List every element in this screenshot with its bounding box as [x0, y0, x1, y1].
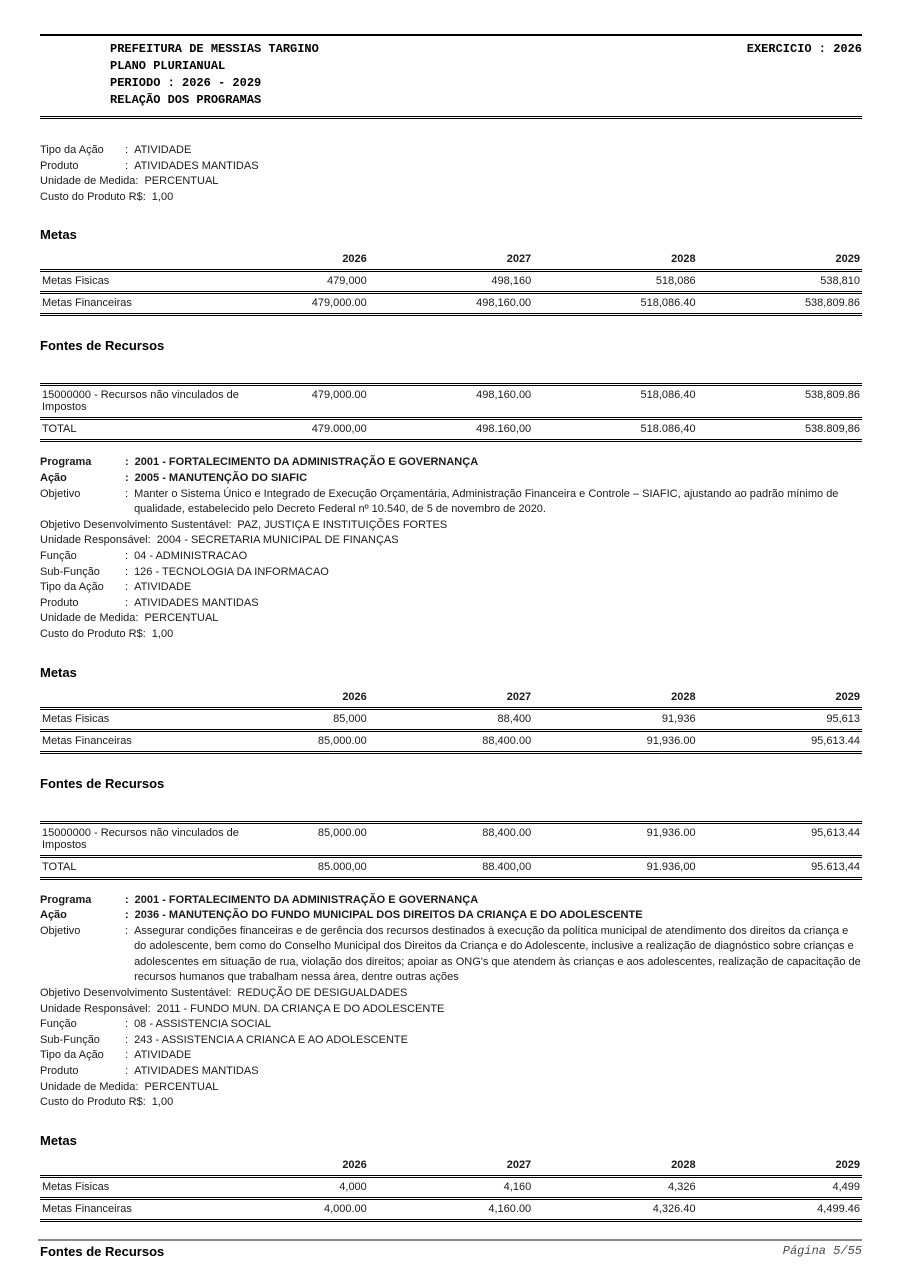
field-separator: : [147, 1002, 151, 1015]
field-label: Produto [40, 596, 79, 609]
field-line-unidade-responsavel [40, 533, 862, 549]
field-value: 2001 - FORTALECIMENTO DA ADMINISTRAÇÃO E GOVERNANÇA [134, 893, 479, 906]
cell-value: 95,613 [698, 708, 862, 730]
cell-value: 4,000.00 [254, 1198, 369, 1220]
field-line-custo-produto [40, 627, 862, 643]
field-value: 2004 - SECRETARIA MUNICIPAL DE FINANÇAS [156, 534, 399, 547]
field-separator: : [125, 924, 129, 937]
field-separator: : [135, 1080, 139, 1093]
field-value: 243 - ASSISTENCIA A CRIANCA E AO ADOLESCENTE [134, 1033, 408, 1046]
field-value: 2005 - MANUTENÇÃO DO SIAFIC [134, 471, 308, 484]
plan-title: PLANO PLURIANUAL [110, 59, 226, 73]
field-label: Unidade Responsável [40, 534, 148, 547]
metas-table-3 [40, 1156, 862, 1222]
metas-header-row [40, 688, 862, 709]
metas-heading-1: Metas [40, 227, 77, 243]
field-label: Ação [40, 909, 67, 922]
year-header-2028: 2028 [533, 688, 697, 709]
field-separator: : [125, 144, 129, 156]
field-label: Objetivo [40, 924, 81, 937]
cell-value: 91,936.00 [533, 730, 697, 752]
total-label: TOTAL [40, 856, 254, 878]
year-header-2029: 2029 [698, 688, 862, 709]
field-separator: : [125, 471, 129, 484]
field-value: ATIVIDADES MANTIDAS [134, 1065, 259, 1078]
cell-value: 538.809,86 [698, 419, 862, 441]
field-line-tipo-acao [40, 143, 862, 159]
field-line-unidade-medida [40, 611, 862, 627]
cell-value: 498,160 [369, 271, 533, 293]
cell-value: 498,160.00 [369, 385, 533, 419]
field-label: Função [40, 1018, 77, 1031]
year-header-2028: 2028 [533, 250, 697, 271]
metas-header-row [40, 250, 862, 271]
cell-value: 91.936,00 [533, 856, 697, 878]
field-line-objetivo [40, 924, 862, 986]
field-separator: : [125, 456, 129, 469]
metas-fisicas-row [40, 1176, 862, 1198]
field-line-objetivo [40, 487, 862, 518]
exercise-label: EXERCICIO : 2026 [746, 42, 862, 56]
field-separator: : [125, 581, 129, 594]
cell-value: 518,086.40 [533, 385, 697, 419]
year-header-2027: 2027 [369, 688, 533, 709]
cell-value: 538,809.86 [698, 293, 862, 315]
field-line-sub-funcao [40, 1033, 862, 1049]
field-line-tipo-acao [40, 1048, 862, 1064]
field-label: Ação [40, 471, 67, 484]
field-value: ATIVIDADES MANTIDAS [134, 159, 259, 172]
header-row-2 [40, 58, 862, 75]
field-value: 2036 - MANUTENÇÃO DO FUNDO MUNICIPAL DOS DIREITOS DA CRIANÇA E DO ADOLESCENTE [134, 909, 643, 922]
field-line-custo-produto [40, 1095, 862, 1111]
field-separator: : [125, 565, 129, 578]
field-line-ods [40, 518, 862, 534]
year-header-2029: 2029 [698, 250, 862, 271]
org-name: PREFEITURA DE MESSIAS TARGINO [110, 42, 319, 56]
field-label: Custo do Produto R$ [40, 1096, 143, 1109]
cell-value: 95,613.44 [698, 730, 862, 752]
cell-value: 88,400 [369, 708, 533, 730]
cell-value: 538,809.86 [698, 385, 862, 419]
field-value: ATIVIDADE [134, 581, 192, 594]
field-separator: : [142, 190, 146, 203]
cell-value: 4,326 [533, 1176, 697, 1198]
field-label: Unidade de Medida [40, 612, 136, 625]
metas-fisicas-row [40, 271, 862, 293]
field-separator: : [147, 534, 151, 547]
field-separator: : [228, 987, 232, 1000]
cell-value: 479.000,00 [254, 419, 369, 441]
field-line-unidade-responsavel [40, 1002, 862, 1018]
cell-value: 518,086 [533, 271, 697, 293]
field-line-produto [40, 1064, 862, 1080]
fontes-heading-3: Fontes de Recursos [40, 1243, 165, 1259]
year-header-empty [40, 250, 254, 271]
year-header-2026: 2026 [254, 250, 369, 271]
field-line-custo-produto [40, 190, 862, 206]
year-header-2026: 2026 [254, 688, 369, 709]
row-label: Metas Fisicas [40, 708, 254, 730]
field-value: 04 - ADMINISTRACAO [134, 549, 248, 562]
metas-financeiras-row [40, 1198, 862, 1220]
fonte-label: 15000000 - Recursos não vinculados de Impostos [40, 385, 254, 419]
field-label: Sub-Função [40, 1033, 100, 1046]
field-label: Produto [40, 1065, 79, 1078]
year-header-2027: 2027 [369, 1156, 533, 1177]
field-label: Produto [40, 159, 79, 172]
cell-value: 91,936.00 [533, 822, 697, 856]
cell-value: 95.613,44 [698, 856, 862, 878]
field-separator: : [125, 893, 129, 906]
period-label: PERIODO : 2026 - 2029 [110, 76, 262, 90]
fontes-table-1 [40, 383, 862, 442]
row-label: Metas Fisicas [40, 271, 254, 293]
field-value: PAZ, JUSTIÇA E INSTITUIÇÕES FORTES [237, 518, 448, 531]
programa-block-1 [40, 455, 862, 642]
field-value: 1,00 [151, 627, 174, 640]
field-separator: : [125, 159, 129, 172]
year-header-2028: 2028 [533, 1156, 697, 1177]
row-label: Metas Financeiras [40, 293, 254, 315]
field-label: Unidade de Medida [40, 175, 136, 188]
metas-fisicas-row [40, 708, 862, 730]
field-separator: : [125, 1033, 129, 1046]
field-label: Tipo da Ação [40, 144, 104, 156]
field-label: Custo do Produto R$ [40, 627, 143, 640]
field-label: Objetivo Desenvolvimento Sustentável [40, 987, 229, 1000]
field-line-ods [40, 986, 862, 1002]
cell-value: 4,160.00 [369, 1198, 533, 1220]
field-value: 1,00 [151, 1096, 174, 1109]
field-separator: : [125, 909, 129, 922]
cell-value: 95,613.44 [698, 822, 862, 856]
field-line-tipo-acao [40, 580, 862, 596]
cell-value: 498,160.00 [369, 293, 533, 315]
report-title: RELAÇÃO DOS PROGRAMAS [110, 93, 262, 107]
field-value: 1,00 [151, 190, 174, 203]
cell-value: 91,936 [533, 708, 697, 730]
metas-financeiras-row [40, 730, 862, 752]
field-value: REDUÇÃO DE DESIGUALDADES [237, 987, 408, 1000]
action-details-intro [40, 143, 862, 205]
cell-value: 518,086.40 [533, 293, 697, 315]
field-separator: : [228, 518, 232, 531]
field-label: Unidade Responsável [40, 1002, 148, 1015]
field-label: Objetivo Desenvolvimento Sustentável [40, 518, 229, 531]
field-label: Tipo da Ação [40, 581, 104, 594]
total-row [40, 419, 862, 441]
cell-value: 85,000.00 [254, 730, 369, 752]
cell-value: 518.086,40 [533, 419, 697, 441]
programa-block-2 [40, 893, 862, 1111]
cell-value: 538,810 [698, 271, 862, 293]
total-row [40, 856, 862, 878]
cell-value: 85.000,00 [254, 856, 369, 878]
cell-value: 4,000 [254, 1176, 369, 1198]
field-value: ATIVIDADES MANTIDAS [134, 596, 259, 609]
cell-value: 479,000.00 [254, 385, 369, 419]
field-value: PERCENTUAL [144, 612, 219, 625]
year-header-2026: 2026 [254, 1156, 369, 1177]
metas-heading-2: Metas [40, 664, 77, 680]
fonte-label: 15000000 - Recursos não vinculados de Impostos [40, 822, 254, 856]
field-label: Função [40, 549, 77, 562]
field-value: 126 - TECNOLOGIA DA INFORMACAO [134, 565, 329, 578]
page-footer [38, 1239, 862, 1258]
field-line-funcao [40, 549, 862, 565]
header-row-4 [40, 92, 862, 109]
field-value: PERCENTUAL [144, 1080, 219, 1093]
field-separator: : [125, 487, 129, 500]
field-label: Objetivo [40, 487, 81, 500]
field-separator: : [135, 612, 139, 625]
field-value: ATIVIDADE [134, 144, 192, 156]
cell-value: 4,499.46 [698, 1198, 862, 1220]
field-line-produto [40, 596, 862, 612]
metas-table-1 [40, 250, 862, 316]
fonte-recurso-row [40, 385, 862, 419]
year-header-empty [40, 1156, 254, 1177]
fonte-recurso-row [40, 822, 862, 856]
cell-value: 88.400,00 [369, 856, 533, 878]
cell-value: 88,400.00 [369, 730, 533, 752]
field-label: Custo do Produto R$ [40, 190, 143, 203]
year-header-2027: 2027 [369, 250, 533, 271]
cell-value: 479,000.00 [254, 293, 369, 315]
field-label: Programa [40, 893, 92, 906]
report-header [40, 34, 862, 119]
field-separator: : [125, 549, 129, 562]
fontes-heading-2: Fontes de Recursos [40, 775, 165, 791]
field-separator: : [125, 1018, 129, 1031]
field-label: Sub-Função [40, 565, 100, 578]
row-label: Metas Fisicas [40, 1176, 254, 1198]
header-row-1 [40, 41, 862, 58]
field-value: 08 - ASSISTENCIA SOCIAL [134, 1018, 272, 1031]
fontes-heading-1: Fontes de Recursos [40, 338, 165, 354]
metas-table-2 [40, 688, 862, 754]
cell-value: 4,160 [369, 1176, 533, 1198]
field-line-unidade-medida [40, 174, 862, 190]
field-line-programa [40, 893, 862, 909]
cell-value: 85,000.00 [254, 822, 369, 856]
field-line-sub-funcao [40, 565, 862, 581]
year-header-empty [40, 688, 254, 709]
cell-value: 4,499 [698, 1176, 862, 1198]
field-value: 2001 - FORTALECIMENTO DA ADMINISTRAÇÃO E GOVERNANÇA [134, 456, 479, 469]
field-value: Manter o Sistema Único e Integrado de Execução Orçamentária, Administração Financeira e Controle – SIAFIC, ajustando ao padrão mínimo de qualidade, estabelecido pelo Decreto Federal nº 10.540, de 5 de novembro de 2020. [134, 487, 839, 516]
field-separator: : [125, 1065, 129, 1078]
metas-financeiras-row [40, 293, 862, 315]
field-separator: : [125, 1049, 129, 1062]
field-value: ATIVIDADE [134, 1049, 192, 1062]
metas-heading-3: Metas [40, 1132, 77, 1148]
page-number: Página 5/55 [782, 1244, 862, 1258]
year-header-2029: 2029 [698, 1156, 862, 1177]
field-line-programa [40, 455, 862, 471]
field-value: 2011 - FUNDO MUN. DA CRIANÇA E DO ADOLESCENTE [156, 1002, 445, 1015]
fontes-table-2 [40, 821, 862, 880]
field-label: Tipo da Ação [40, 1049, 104, 1062]
cell-value: 4,326.40 [533, 1198, 697, 1220]
field-separator: : [142, 627, 146, 640]
metas-header-row [40, 1156, 862, 1177]
field-label: Programa [40, 456, 92, 469]
footer-divider [38, 1239, 862, 1241]
total-label: TOTAL [40, 419, 254, 441]
field-separator: : [135, 175, 139, 188]
field-line-produto [40, 159, 862, 175]
field-separator: : [125, 596, 129, 609]
row-label: Metas Financeiras [40, 730, 254, 752]
field-line-funcao [40, 1017, 862, 1033]
header-row-3 [40, 75, 862, 92]
field-line-acao [40, 471, 862, 487]
field-label: Unidade de Medida [40, 1080, 136, 1093]
row-label: Metas Financeiras [40, 1198, 254, 1220]
field-line-unidade-medida [40, 1080, 862, 1096]
field-value: Assegurar condições financeiras e de gerência dos recursos destinados à execução da política municipal de atendimento dos direitos da criança e do adolescente, bem como do Conselho Municipal dos Direitos da Criança e do Adolescente, inclusive a realização de diagnóstico sobre crianças e adolescentes em situação de rua, violação dos direitos; apoiar as ONG's que atendem às crianças e aos adolescentes, realização de capacitação de recursos humanos que trabalham nessa área, dentre outras ações [134, 924, 861, 984]
cell-value: 498.160,00 [369, 419, 533, 441]
cell-value: 88,400.00 [369, 822, 533, 856]
cell-value: 85,000 [254, 708, 369, 730]
field-line-acao [40, 908, 862, 924]
cell-value: 479,000 [254, 271, 369, 293]
field-value: PERCENTUAL [144, 175, 219, 188]
field-separator: : [142, 1096, 146, 1109]
